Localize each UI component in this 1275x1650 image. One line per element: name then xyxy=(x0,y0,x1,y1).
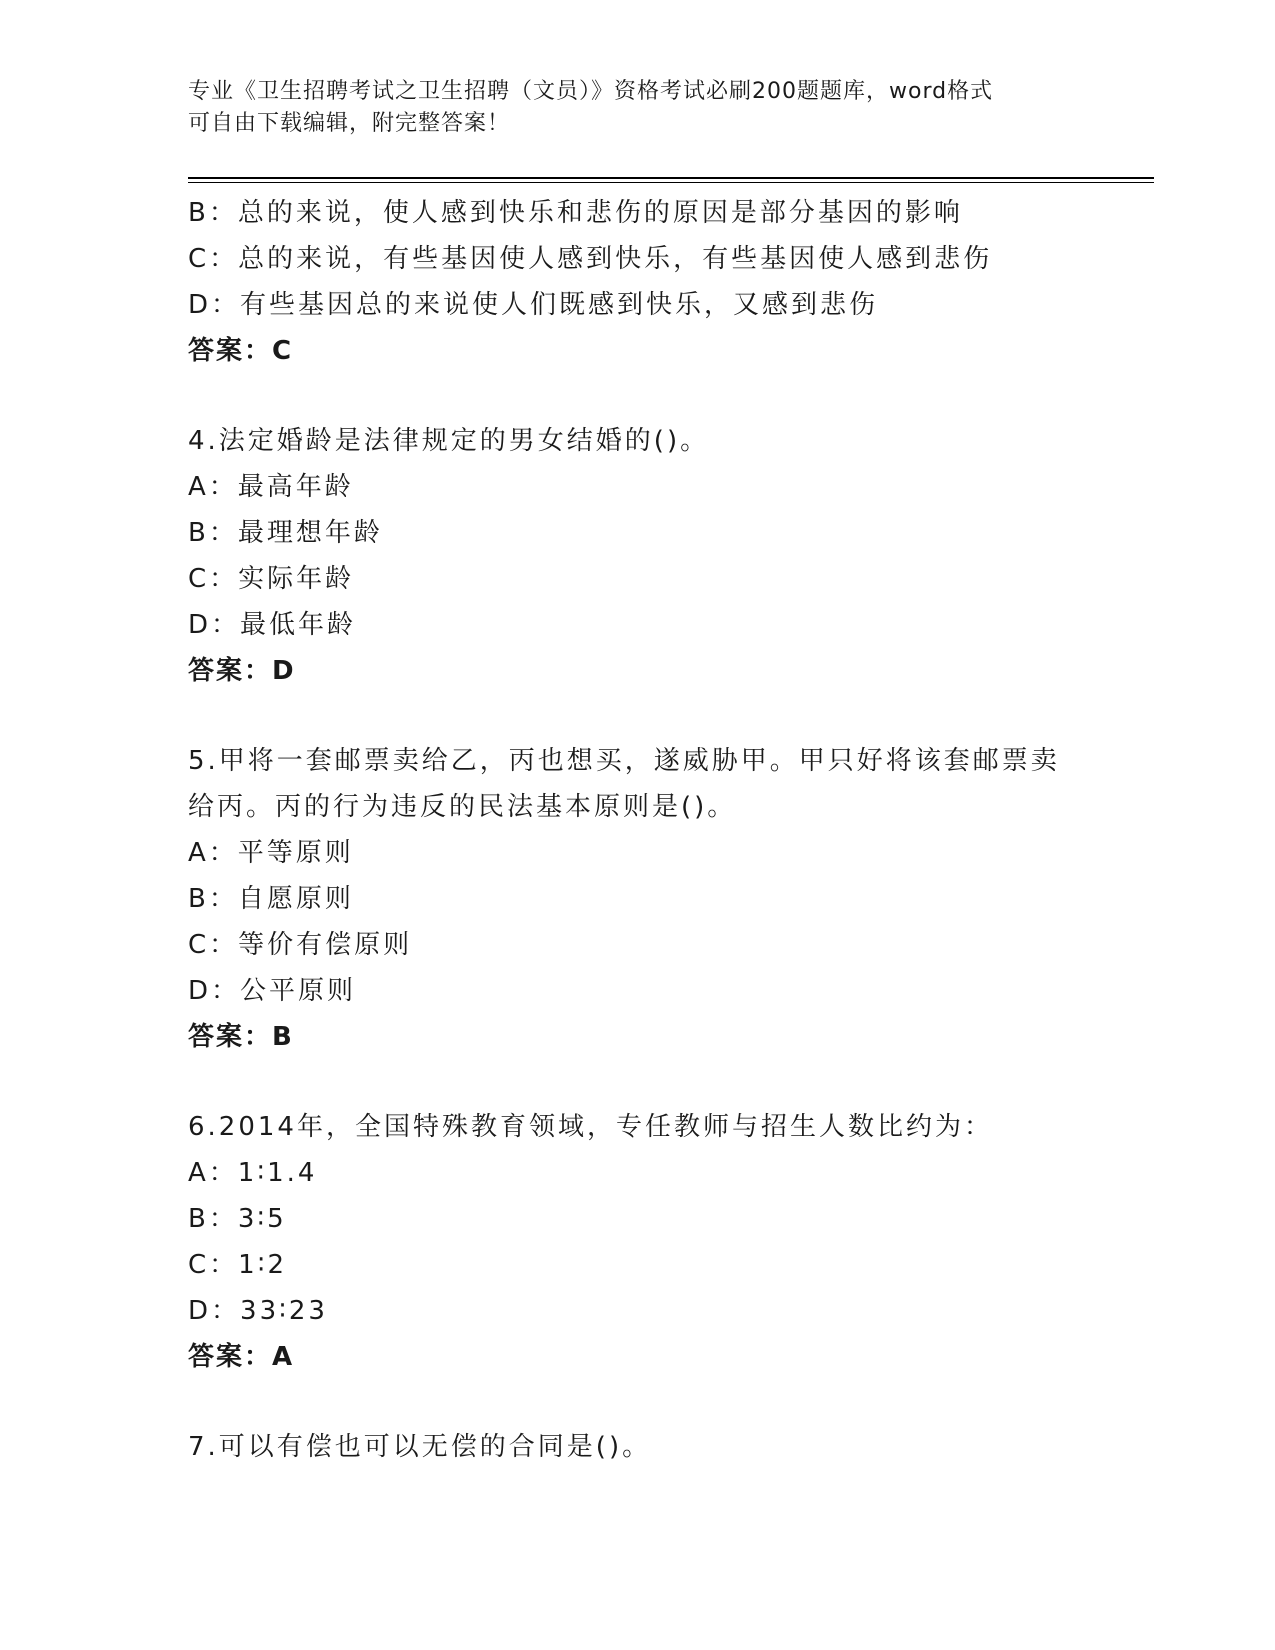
q5-option-d: D：公平原则 xyxy=(188,976,357,1006)
q3-option-c: C：总的来说，有些基因使人感到快乐，有些基因使人感到悲伤 xyxy=(188,244,993,274)
q6-option-a: A：1∶1.4 xyxy=(188,1158,318,1188)
question-4-block xyxy=(188,418,1088,694)
header-divider-thin xyxy=(188,182,1154,183)
question-6-block xyxy=(188,1104,1088,1380)
q5-option-b: B：自愿原则 xyxy=(188,884,354,914)
q4-option-a: A：最高年龄 xyxy=(188,472,354,502)
q3-option-d: D：有些基因总的来说使人们既感到快乐，又感到悲伤 xyxy=(188,290,879,320)
header-line-2: 可自由下载编辑，附完整答案！ xyxy=(188,111,511,136)
q4-option-b: B：最理想年龄 xyxy=(188,518,383,548)
q5-question-line-2: 给丙。丙的行为违反的民法基本原则是()。 xyxy=(188,792,737,822)
q6-option-c: C：1∶2 xyxy=(188,1250,288,1280)
question-3-block xyxy=(188,190,1088,374)
question-list xyxy=(188,190,1088,1470)
q6-option-d: D：33∶23 xyxy=(188,1296,328,1326)
q5-option-c: C：等价有偿原则 xyxy=(188,930,413,960)
q7-question: 7.可以有偿也可以无偿的合同是()。 xyxy=(188,1432,652,1462)
q4-option-d: D：最低年龄 xyxy=(188,610,357,640)
header-line-1: 专业《卫生招聘考试之卫生招聘（文员）》资格考试必刷200题题库，word格式 xyxy=(188,79,994,104)
q6-option-b: B：3∶5 xyxy=(188,1204,287,1234)
q6-answer: 答案：A xyxy=(188,1342,295,1372)
question-7-block xyxy=(188,1424,1088,1470)
q5-answer: 答案：B xyxy=(188,1022,294,1052)
header-divider-thick xyxy=(188,177,1154,179)
question-5-block xyxy=(188,738,1088,1060)
q6-question: 6.2014年，全国特殊教育领域，专任教师与招生人数比约为： xyxy=(188,1112,993,1142)
q5-option-a: A：平等原则 xyxy=(188,838,354,868)
q3-answer: 答案：C xyxy=(188,336,294,366)
document-header xyxy=(188,76,1088,140)
q5-question-line-1: 5.甲将一套邮票卖给乙，丙也想买，遂威胁甲。甲只好将该套邮票卖 xyxy=(188,746,1060,776)
q3-option-b: B：总的来说，使人感到快乐和悲伤的原因是部分基因的影响 xyxy=(188,198,963,228)
q4-answer: 答案：D xyxy=(188,656,296,686)
q4-question: 4.法定婚龄是法律规定的男女结婚的()。 xyxy=(188,426,710,456)
q4-option-c: C：实际年龄 xyxy=(188,564,355,594)
